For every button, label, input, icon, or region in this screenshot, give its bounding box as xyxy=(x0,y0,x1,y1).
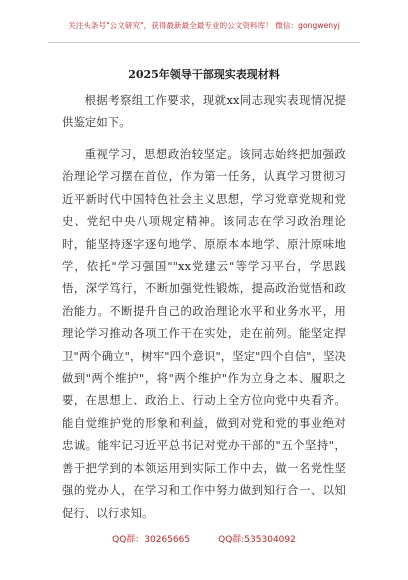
intro-paragraph: 根据考察组工作要求，现就xx同志现实表现情况提供鉴定如下。 xyxy=(62,94,346,130)
footer-qq-group-2: QQ群:535304092 xyxy=(218,535,296,545)
body-paragraph-block xyxy=(62,144,346,525)
document-title: 2025年领导干部现实表现材料 xyxy=(128,68,280,81)
footer-contact xyxy=(0,532,408,545)
watermark-banner: 关注头条号"公文研究"，获得最新最全最专业的公文资料库！ 微信：gongwenyj xyxy=(68,21,340,30)
body-paragraph-1: 重视学习，思想政治较坚定。该同志始终把加强政治理论学习摆在首位，作为第一任务，认真学习贯彻习近平新时代中国特色社会主义思想，学习党章党规和党史、党纪中央八项规定精神。该同志在学习政治理论时，能坚持逐字逐句地学、原原本本地学、原汁原味地学，依托"学习强国""xx党建云"等学习平台，学思践悟，深学笃行，不断加强党性锻炼，提高政治觉悟和政治能力。不断提升自己的政治理论水平和业务水平，用理论学习推动各项工作干在实处，走在前列。能坚定捍卫"两个确立"，树牢"四个意识"，坚定"四个自信"，坚决做到"两个维护"，将"两个维护"作为立身之本、履职之要，在思想上、政治上、行动上全方位向党中央看齐。能自觉维护党的形象和利益，做到对党和党的事业绝对忠诚。能牢记习近平总书记对党办干部的"五个坚持"，善于把学到的本领运用到实际工作中去，做一名党性坚强的党办人，在学习和工作中努力做到知行合一、以知促行、以行求知。 xyxy=(62,148,346,520)
header-divider xyxy=(48,42,360,43)
footer-qq-group-1: QQ群：30265665 xyxy=(112,535,191,545)
intro-paragraph-block xyxy=(62,90,346,135)
